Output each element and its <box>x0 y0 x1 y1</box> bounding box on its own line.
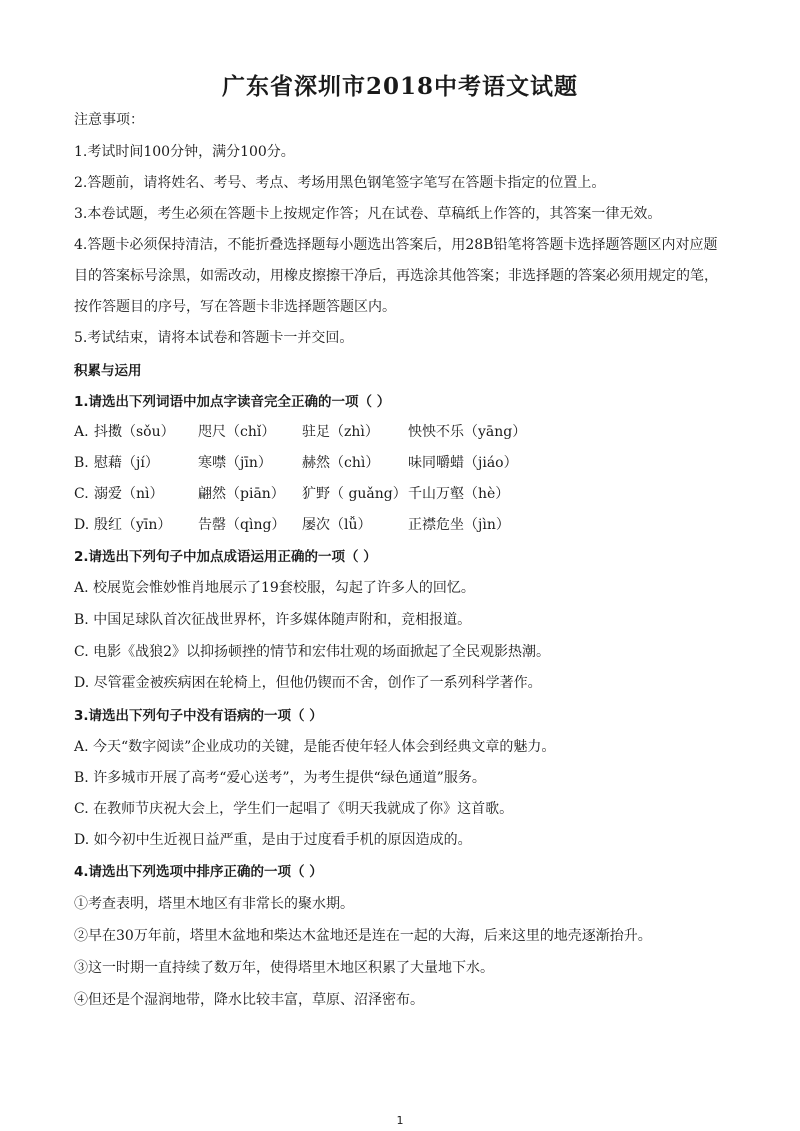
notice-item: 按作答题目的序号，写在答题卡非选择题答题区内。 <box>74 299 396 315</box>
question-4-stem: 4.请选出下列选项中排序正确的一项（ ） <box>74 864 323 880</box>
option-label: B. <box>74 455 89 471</box>
option-word: 翩然（piān） <box>198 486 285 502</box>
question-2-option: A. 校展览会惟妙惟肖地展示了19套校服，勾起了许多人的回忆。 <box>74 580 475 596</box>
notice-item: 3.本卷试题，考生必须在答题卡上按规定作答；凡在试卷、草稿纸上作答的，其答案一律无效。 <box>74 206 662 222</box>
notice-item: 4.答题卡必须保持清洁，不能折叠选择题每小题选出答案后，用28B铅笔将答题卡选择题答题区内对应题 <box>74 237 718 253</box>
option-word: 咫尺（chǐ） <box>198 424 276 440</box>
option-word: 慰藉（jí） <box>94 455 159 471</box>
option-word: 寒噤（jīn） <box>198 455 272 471</box>
section-heading: 积累与运用 <box>74 363 142 379</box>
page-title: 广东省深圳市2018中考语文试题 <box>221 73 578 100</box>
question-4-item: ③这一时期一直持续了数万年，使得塔里木地区积累了大量地下水。 <box>74 960 494 976</box>
option-word: 屡次（lǚ） <box>302 517 372 533</box>
question-2-option: B. 中国足球队首次征战世界杯，许多媒体随声附和，竞相报道。 <box>74 612 472 628</box>
option-word: 抖擞（sǒu） <box>94 424 175 440</box>
question-1-stem: 1.请选出下列词语中加点字读音完全正确的一项（ ） <box>74 394 391 410</box>
option-word: 告罄（qìng） <box>198 517 286 533</box>
option-word: 犷野（ guǎng） <box>302 486 407 502</box>
question-4-item: ②早在30万年前，塔里木盆地和柴达木盆地还是连在一起的大海，后来这里的地壳逐渐抬升。 <box>74 928 652 944</box>
option-word: 殷红（yīn） <box>94 517 172 533</box>
option-word: 溺爱（nì） <box>94 486 164 502</box>
notice-item: 5.考试结束，请将本试卷和答题卡一并交回。 <box>74 330 354 346</box>
notice-heading: 注意事项： <box>74 112 144 128</box>
question-3-stem: 3.请选出下列句子中没有语病的一项（ ） <box>74 708 323 724</box>
question-2-stem: 2.请选出下列句子中加点成语运用正确的一项（ ） <box>74 549 377 565</box>
question-2-option: C. 电影《战狼2》以抑扬顿挫的情节和宏伟壮观的场面掀起了全民观影热潮。 <box>74 644 551 660</box>
option-word: 正襟危坐（jìn） <box>408 517 510 533</box>
option-word: 千山万壑（hè） <box>408 486 510 502</box>
question-4-item: ④但还是个湿润地带，降水比较丰富，草原、沼泽密布。 <box>74 992 424 1008</box>
option-label: C. <box>74 486 89 502</box>
question-3-option: C. 在教师节庆祝大会上，学生们一起唱了《明天我就成了你》这首歌。 <box>74 801 514 817</box>
option-word: 怏怏不乐（yāng） <box>408 424 527 440</box>
page-number: 1 <box>396 1114 404 1127</box>
notice-item: 目的答案标号涂黑，如需改动，用橡皮擦擦干净后，再选涂其他答案；非选择题的答案必须用规定的笔， <box>74 268 718 284</box>
notice-item: 2.答题前，请将姓名、考号、考点、考场用黑色钢笔签字笔写在答题卡指定的位置上。 <box>74 175 606 191</box>
option-word: 味同嚼蜡（jiáo） <box>408 455 518 471</box>
question-3-option: B. 许多城市开展了高考“爱心送考”，为考生提供“绿色通道”服务。 <box>74 770 486 786</box>
option-label: A. <box>74 424 89 440</box>
question-3-option: D. 如今初中生近视日益严重，是由于过度看手机的原因造成的。 <box>74 832 472 848</box>
question-4-item: ①考查表明，塔里木地区有非常长的聚水期。 <box>74 896 354 912</box>
notice-item: 1.考试时间100分钟，满分100分。 <box>74 144 295 160</box>
option-word: 赫然（chì） <box>302 455 380 471</box>
option-word: 驻足（zhì） <box>302 424 379 440</box>
question-3-option: A. 今天“数字阅读”企业成功的关键，是能否使年轻人体会到经典文章的魅力。 <box>74 739 556 755</box>
question-2-option: D. 尽管霍金被疾病困在轮椅上，但他仍锲而不舍，创作了一系列科学著作。 <box>74 675 542 691</box>
option-label: D. <box>74 517 90 533</box>
